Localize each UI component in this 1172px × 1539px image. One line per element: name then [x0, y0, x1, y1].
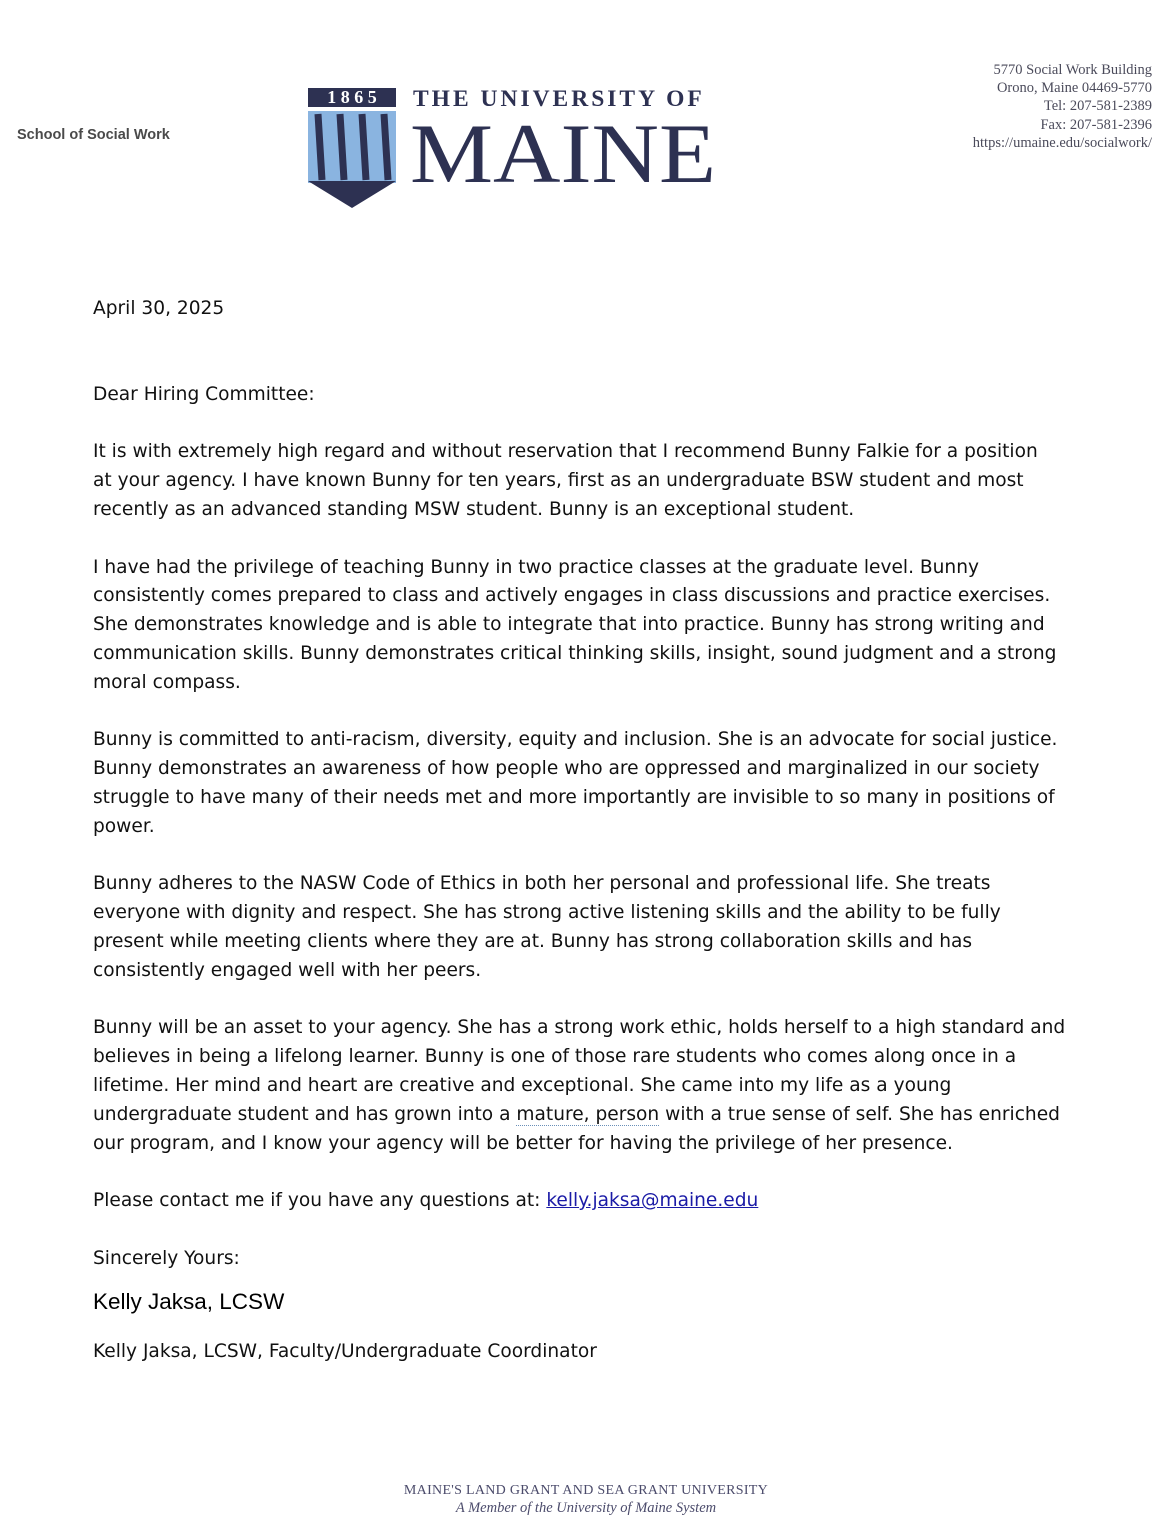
- paragraph-line: [93, 1101, 1093, 1130]
- signer-title: Kelly Jaksa, LCSW, Faculty/Undergraduate Coordinator: [93, 1340, 597, 1362]
- logo-line2: MAINE: [410, 107, 716, 201]
- paragraph-line: everyone with dignity and respect. She has strong active listening skills and the ability to be fully: [93, 902, 1001, 924]
- paragraph-line: moral compass.: [93, 671, 241, 693]
- line-text: undergraduate student and has grown into a: [93, 1103, 517, 1125]
- line-text: with a true sense of self. She has enriched: [659, 1103, 1060, 1125]
- paragraph-line: believes in being a lifelong learner. Bunny is one of those rare students who comes along once in a: [93, 1046, 1017, 1068]
- footer: [0, 1483, 1172, 1517]
- shield-point-icon: [308, 181, 396, 208]
- address-fax: Fax: 207-581-2396: [1040, 116, 1152, 133]
- contact-text: Please contact me if you have any questions at:: [93, 1190, 547, 1212]
- paragraph-line: our program, and I know your agency will be better for having the privilege of her presence.: [93, 1132, 953, 1154]
- address-block: [973, 61, 1152, 152]
- paragraph-line: recently as an advanced standing MSW student. Bunny is an exceptional student.: [93, 498, 855, 520]
- paragraph-line: lifetime. Her mind and heart are creative and exceptional. She came into my life as a young: [93, 1074, 952, 1096]
- paragraph-line: power.: [93, 815, 155, 837]
- paragraph-line: at your agency. I have known Bunny for ten years, first as an undergraduate BSW student and most: [93, 470, 1024, 492]
- address-url: https://umaine.edu/socialwork/: [972, 134, 1152, 151]
- paragraph-line: consistently engaged well with her peers.: [93, 959, 482, 981]
- paragraph-line: Bunny will be an asset to your agency. She has a strong work ethic, holds herself to a high standard and: [93, 1017, 1066, 1039]
- letter-date: April 30, 2025: [93, 298, 225, 319]
- logo-line1: THE UNIVERSITY OF: [413, 86, 705, 112]
- department-name: School of Social Work: [17, 127, 170, 143]
- closing: Sincerely Yours:: [93, 1247, 240, 1269]
- paragraph-line: I have had the privilege of teaching Bunny in two practice classes at the graduate level. Bunny: [93, 556, 979, 578]
- paragraph-line: It is with extremely high regard and without reservation that I recommend Bunny Falkie for a position: [93, 441, 1038, 463]
- paragraph-line: communication skills. Bunny demonstrates critical thinking skills, insight, sound judgment and a strong: [93, 642, 1057, 664]
- marked-text: mature, person: [516, 1103, 660, 1125]
- paragraph-line: Bunny is committed to anti-racism, diversity, equity and inclusion. She is an advocate for social justice.: [93, 729, 1058, 751]
- logo-year: 1 8 6 5: [327, 87, 377, 107]
- signature: Kelly Jaksa, LCSW: [93, 1288, 285, 1314]
- address-tel: Tel: 207-581-2389: [1043, 98, 1152, 115]
- paragraph-line: consistently comes prepared to class and actively engages in class discussions and practice exercises.: [93, 585, 1051, 607]
- email-link[interactable]: kelly.jaksa@maine.edu: [546, 1190, 759, 1212]
- address-building: 5770 Social Work Building: [993, 62, 1152, 78]
- paragraph-line: present while meeting clients where they are at. Bunny has strong collaboration skills and has: [93, 930, 973, 952]
- address-city: Orono, Maine 04469-5770: [996, 80, 1152, 97]
- paragraph-line: She demonstrates knowledge and is able to integrate that into practice. Bunny has strong writing and: [93, 614, 1045, 636]
- university-logo: [288, 78, 738, 228]
- paragraph-line: struggle to have many of their needs met and more importantly are invisible to so many in positions of: [93, 786, 1055, 808]
- letter-body: [93, 295, 1093, 1366]
- footer-line2: A Member of the University of Maine System: [455, 1500, 717, 1516]
- salutation: Dear Hiring Committee:: [93, 383, 315, 405]
- paragraph-line: Bunny demonstrates an awareness of how people who are oppressed and marginalized in our society: [93, 758, 1040, 780]
- footer-line1: MAINE'S LAND GRANT AND SEA GRANT UNIVERSITY: [403, 1483, 769, 1498]
- paragraph-line: Bunny adheres to the NASW Code of Ethics in both her personal and professional life. She treats: [93, 873, 991, 895]
- contact-line: [93, 1187, 1093, 1216]
